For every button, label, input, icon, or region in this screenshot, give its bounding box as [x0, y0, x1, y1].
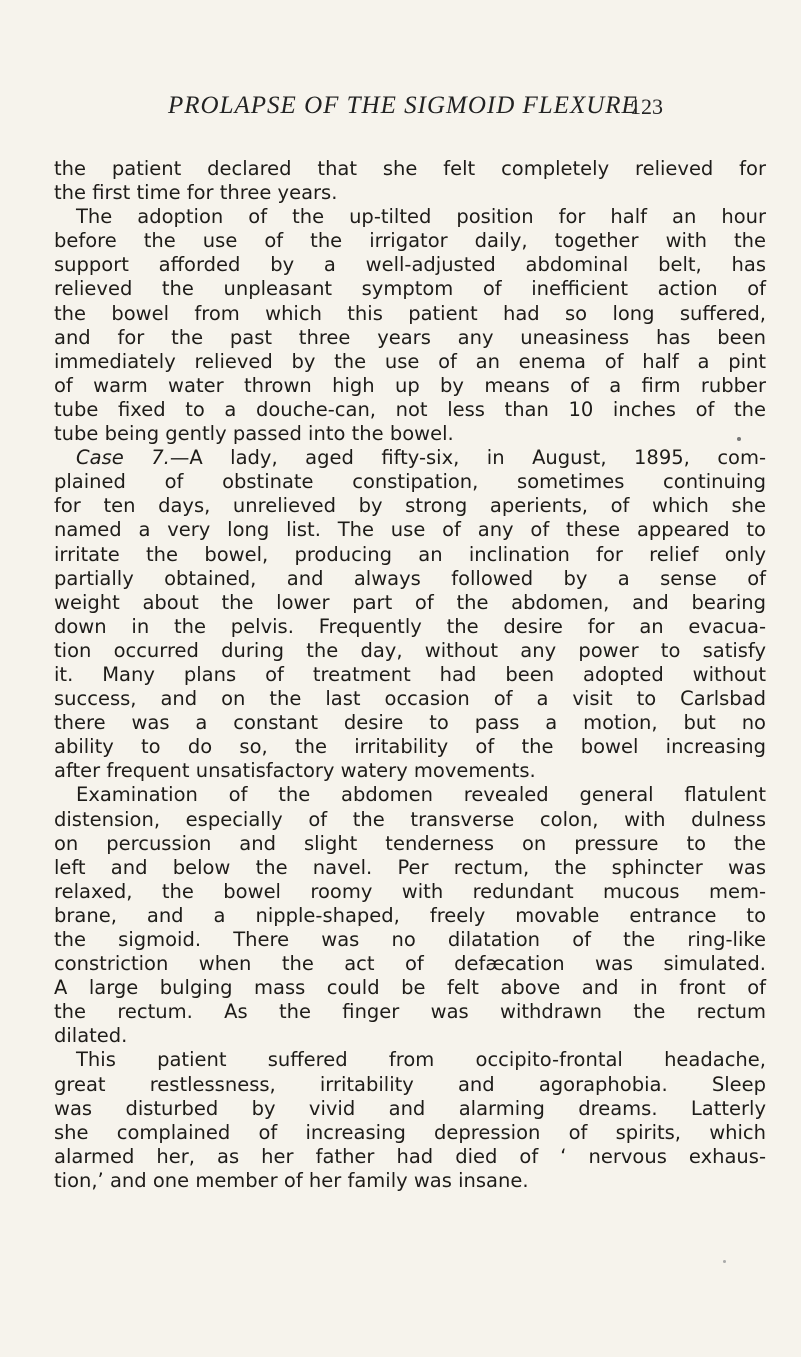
text-line: left and below the navel. Per rectum, the sphincter was	[54, 855, 766, 879]
text-line: partially obtained, and always followed by a sense of	[54, 566, 766, 590]
text-line: plained of obstinate constipation, sometimes continuing	[54, 470, 766, 494]
text-line: constriction when the act of defæcation was simulated.	[54, 952, 766, 976]
text-line: alarmed her, as her father had died of ‘ nervous exhaus-	[54, 1144, 766, 1168]
running-title: PROLAPSE OF THE SIGMOID FLEXURE	[168, 92, 638, 119]
text-line: Examination of the abdomen revealed general flatulent	[76, 783, 766, 807]
paragraph	[54, 205, 766, 446]
page-number: 123	[630, 94, 663, 119]
text-line: brane, and a nipple-shaped, freely movable entrance to	[54, 903, 766, 927]
line-text: —A lady, aged fifty-six, in August, 1895, com-	[169, 446, 767, 470]
text-line: great restlessness, irritability and agoraphobia. Sleep	[54, 1072, 766, 1096]
paragraph	[54, 157, 766, 205]
text-line: on percussion and slight tenderness on pressure to the	[54, 831, 766, 855]
text-line	[54, 446, 766, 470]
text-line: success, and on the last occasion of a visit to Carlsbad	[54, 687, 766, 711]
text-line: tube being gently passed into the bowel.	[54, 422, 454, 446]
text-line: immediately relieved by the use of an enema of half a pint	[54, 349, 766, 373]
text-line: of warm water thrown high up by means of a firm rubber	[54, 373, 766, 397]
paragraph	[54, 1048, 766, 1193]
text-line: before the use of the irrigator daily, together with the	[54, 229, 766, 253]
text-line: tion occurred during the day, without any power to satisfy	[54, 638, 766, 662]
text-line: down in the pelvis. Frequently the desire for an evacua-	[54, 614, 766, 638]
text-line: she complained of increasing depression of spirits, which	[54, 1120, 766, 1144]
text-line: the sigmoid. There was no dilatation of the ring-like	[54, 928, 766, 951]
text-line: tube fixed to a douche-can, not less than 10 inches of the	[54, 397, 766, 421]
body-text	[54, 157, 766, 1193]
text-line: after frequent unsatisfactory watery movements.	[54, 759, 536, 783]
text-line: tion,’ and one member of her family was insane.	[54, 1168, 529, 1192]
text-line: the patient declared that she felt completely relieved for	[54, 157, 766, 180]
print-speck	[723, 1260, 726, 1263]
text-line: ability to do so, the irritability of the bowel increasing	[54, 735, 766, 759]
running-head	[0, 92, 801, 124]
text-line: named a very long list. The use of any of these appeared to	[54, 518, 766, 542]
text-line: This patient suffered from occipito-frontal headache,	[76, 1048, 766, 1072]
text-line: and for the past three years any uneasiness has been	[54, 325, 766, 349]
text-line: the rectum. As the finger was withdrawn the rectum	[54, 1000, 766, 1024]
text-line: the bowel from which this patient had so long suffered,	[54, 301, 766, 325]
text-line: weight about the lower part of the abdomen, and bearing	[54, 590, 766, 614]
text-line: A large bulging mass could be felt above and in front of	[54, 976, 766, 1000]
paragraph	[54, 783, 766, 1048]
case-label: Case 7.	[76, 446, 170, 470]
text-line: distension, especially of the transverse colon, with dulness	[54, 807, 766, 831]
text-line: for ten days, unrelieved by strong aperients, of which she	[54, 494, 766, 518]
text-line: support afforded by a well-adjusted abdominal belt, has	[54, 253, 766, 277]
text-line: was disturbed by vivid and alarming dreams. Latterly	[54, 1096, 766, 1120]
text-line: the first time for three years.	[54, 181, 338, 205]
text-line: relieved the unpleasant symptom of inefficient action of	[54, 277, 766, 301]
text-line: relaxed, the bowel roomy with redundant mucous mem-	[54, 879, 766, 903]
print-speck	[737, 437, 741, 441]
text-line: it. Many plans of treatment had been adopted without	[54, 662, 766, 686]
text-line: there was a constant desire to pass a motion, but no	[54, 711, 766, 735]
text-line: The adoption of the up-tilted position for half an hour	[76, 205, 766, 229]
text-line: dilated.	[54, 1024, 128, 1048]
text-line: irritate the bowel, producing an inclination for relief only	[54, 542, 766, 566]
paragraph	[54, 446, 766, 783]
